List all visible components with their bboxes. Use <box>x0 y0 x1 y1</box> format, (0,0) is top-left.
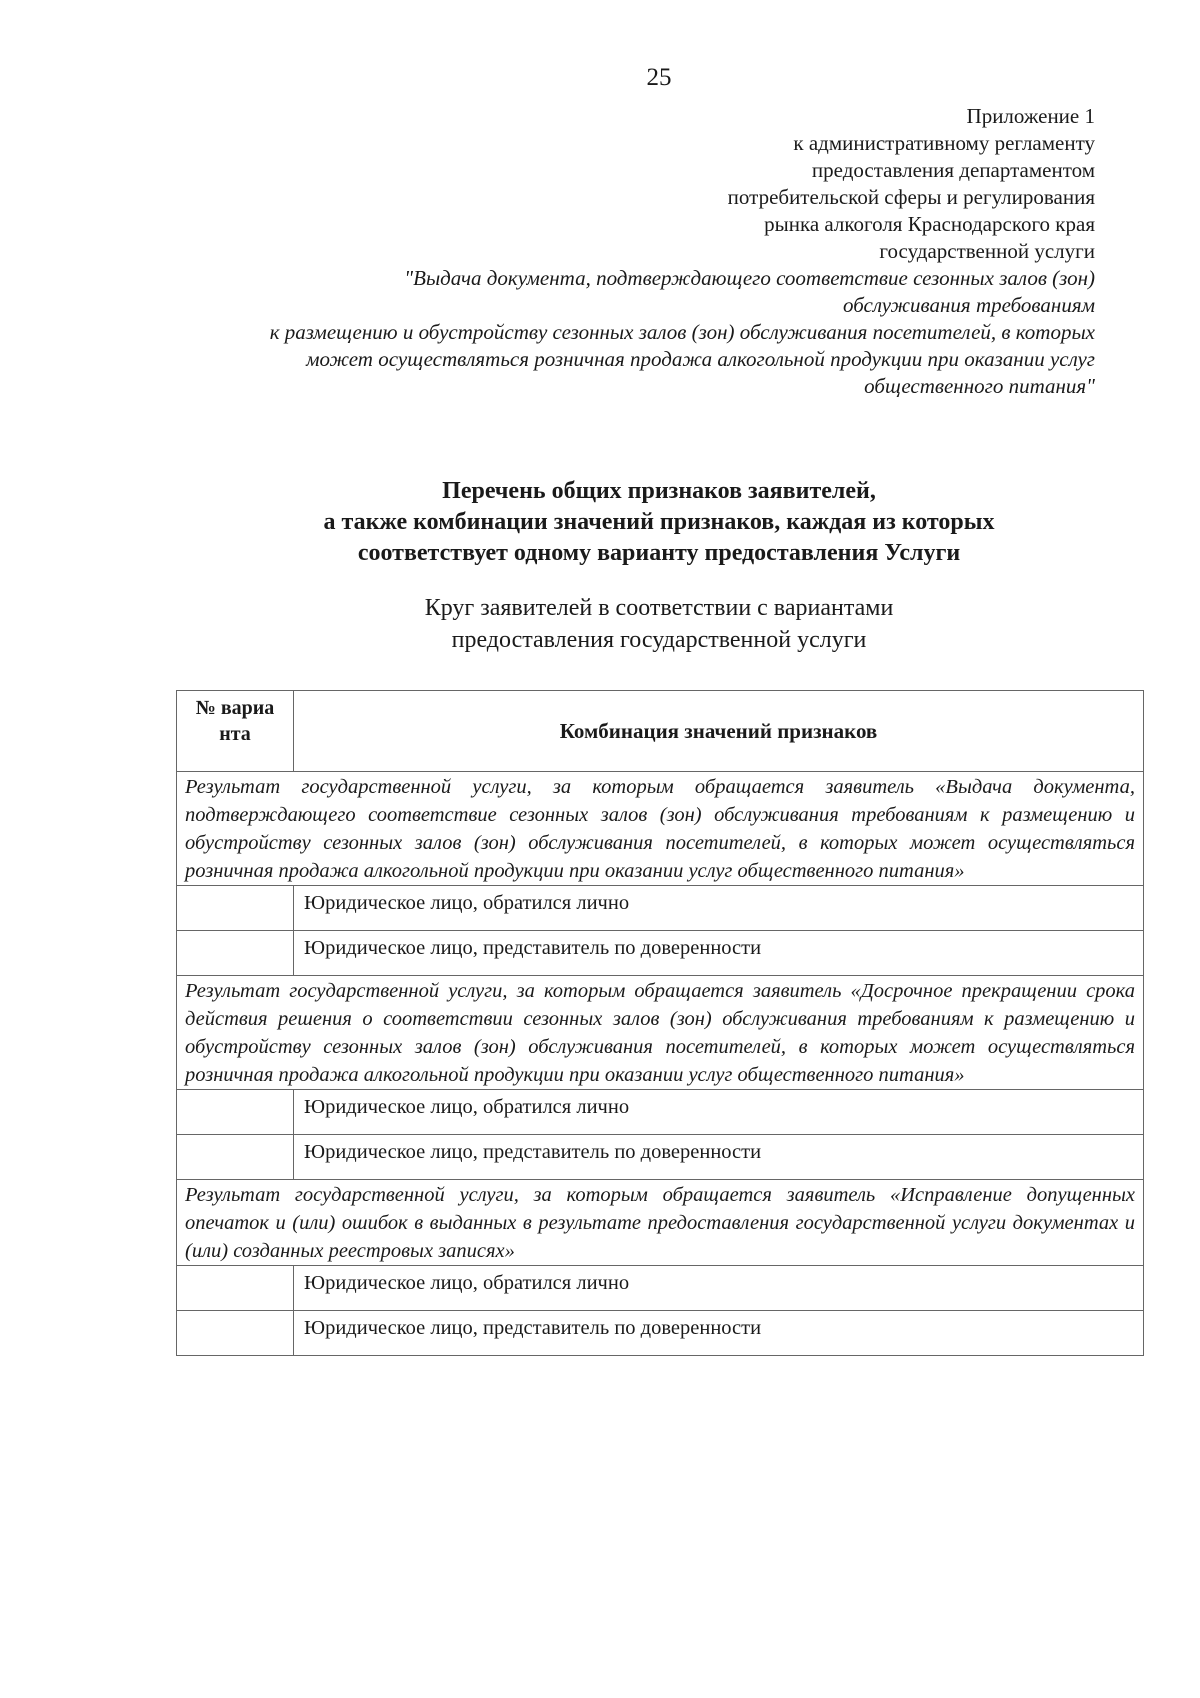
document-subtitle <box>0 592 1200 656</box>
variant-number-cell <box>177 1135 294 1180</box>
table-row <box>177 1135 1144 1180</box>
applicant-combination: Юридическое лицо, представитель по доверенности <box>294 931 1144 976</box>
variant-number-cell <box>177 931 294 976</box>
table-row <box>177 1090 1144 1135</box>
result-row <box>177 772 1144 886</box>
header-variant-number: № варианта <box>177 691 294 772</box>
result-description: Результат государственной услуги, за которым обращается заявитель «Досрочное прекращении срока действия решения о соответствии сезонных залов (зон) обслуживания требованиям к размещению и обустройству сезонных залов (зон) обслуживания посетителей, в которых может осуществляться розничная продажа алкогольной продукции при оказании услуг общественного питания» <box>177 976 1144 1090</box>
service-name-line: общественного питания" <box>864 374 1095 398</box>
subtitle-line: Круг заявителей в соответствии с вариантами <box>424 595 894 621</box>
page-number: 25 <box>646 64 672 91</box>
appendix-line: предоставления департаментом <box>811 158 1095 182</box>
title-line: а также комбинации значений признаков, каждая из которых <box>323 509 995 535</box>
table-row <box>177 1311 1144 1356</box>
service-name-line: обслуживания требованиям <box>843 293 1095 317</box>
table-row <box>177 1266 1144 1311</box>
title-line: Перечень общих признаков заявителей, <box>442 478 876 504</box>
service-name-line: может осуществляться розничная продажа алкогольной продукции при оказании услуг <box>306 347 1095 371</box>
variant-number-cell <box>177 1266 294 1311</box>
result-description: Результат государственной услуги, за которым обращается заявитель «Выдача документа, подтверждающего соответствие сезонных залов (зон) обслуживания требованиям к размещению и обустройству сезонных залов (зон) обслуживания посетителей, в которых может осуществляться розничная продажа алкогольной продукции при оказании услуг общественного питания» <box>177 772 1144 886</box>
variant-number-cell <box>177 1090 294 1135</box>
appendix-line: рынка алкоголя Краснодарского края <box>764 212 1095 236</box>
result-description: Результат государственной услуги, за которым обращается заявитель «Исправление допущенных опечаток и (или) ошибок в выданных в результате предоставления государственной услуги документах и (или) созданных реестровых записях» <box>177 1180 1144 1266</box>
table-row <box>177 886 1144 931</box>
variant-number-cell <box>177 886 294 931</box>
service-name-line: "Выдача документа, подтверждающего соответствие сезонных залов (зон) <box>404 266 1095 290</box>
applicant-combination: Юридическое лицо, обратился лично <box>294 1090 1144 1135</box>
result-row <box>177 1180 1144 1266</box>
appendix-line: потребительской сферы и регулирования <box>727 185 1095 209</box>
subtitle-line: предоставления государственной услуги <box>451 627 867 653</box>
appendix-heading: Приложение 1 <box>966 104 1095 128</box>
applicant-combination: Юридическое лицо, представитель по доверенности <box>294 1311 1144 1356</box>
table-header-row <box>177 691 1144 772</box>
appendix-line: государственной услуги <box>879 239 1095 263</box>
variants-table <box>176 690 1144 1356</box>
header-combination: Комбинация значений признаков <box>294 691 1144 772</box>
applicant-combination: Юридическое лицо, обратился лично <box>294 886 1144 931</box>
table-row <box>177 931 1144 976</box>
appendix-line: к административному регламенту <box>793 131 1095 155</box>
document-title <box>0 476 1200 569</box>
applicant-combination: Юридическое лицо, представитель по доверенности <box>294 1135 1144 1180</box>
service-name-line: к размещению и обустройству сезонных залов (зон) обслуживания посетителей, в которых <box>269 320 1095 344</box>
variant-number-cell <box>177 1311 294 1356</box>
result-row <box>177 976 1144 1090</box>
appendix-block <box>95 103 1095 400</box>
title-line: соответствует одному варианту предоставления Услуги <box>357 540 961 566</box>
applicant-combination: Юридическое лицо, обратился лично <box>294 1266 1144 1311</box>
